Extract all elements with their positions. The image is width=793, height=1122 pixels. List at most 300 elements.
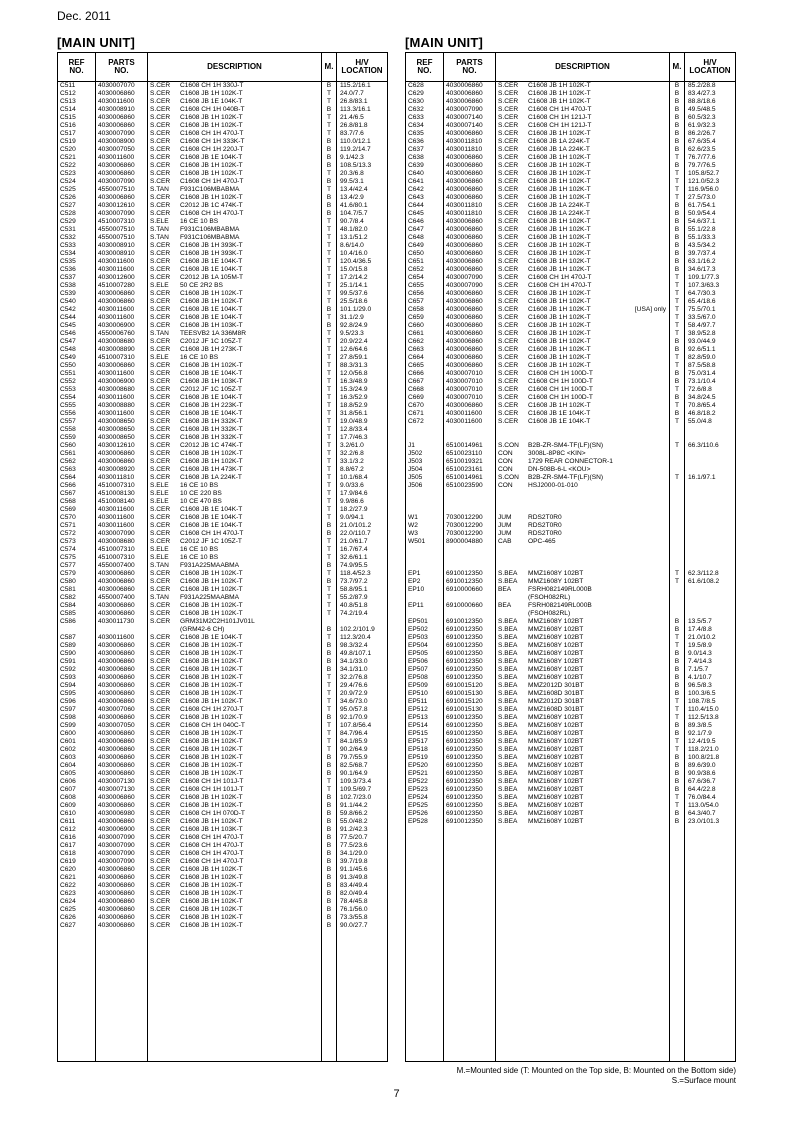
ref-no: EP501	[406, 618, 444, 626]
ref-no: C610	[58, 810, 96, 818]
hv-location: 105.8/52.7	[688, 170, 720, 177]
part-category: S.CER	[498, 202, 519, 209]
table-row	[58, 170, 387, 178]
description	[496, 578, 670, 586]
hv-location: 74.2/19.4	[340, 610, 368, 617]
description	[148, 730, 322, 738]
table-row	[406, 226, 735, 234]
mounted-side: B	[322, 522, 337, 530]
ref-no: C582	[58, 594, 96, 602]
table-row	[58, 162, 387, 170]
description	[496, 706, 670, 714]
ref-no: C522	[58, 162, 96, 170]
hv-location: 62.3/112.8	[688, 570, 719, 577]
mounted-side: B	[322, 178, 337, 186]
table-row	[58, 794, 387, 802]
parts-no	[444, 610, 496, 618]
table-row	[406, 818, 735, 826]
mounted-side: B	[670, 690, 685, 698]
part-category: S.CER	[150, 882, 171, 889]
hv-location: 46.8/18.2	[688, 410, 716, 417]
mounted-side: T	[670, 194, 685, 202]
hv-location: 87.5/58.8	[688, 362, 716, 369]
hv-location: 112.3/20.4	[340, 634, 371, 641]
parts-no: 4030006860	[96, 170, 148, 178]
hv-location: 77.5/23.6	[340, 842, 368, 849]
ref-no: EP526	[406, 810, 444, 818]
table-row	[406, 306, 735, 314]
hv-location: 102.7/23.0	[340, 794, 372, 801]
mounted-side: B	[322, 802, 337, 810]
hv-location: 22.0/110.7	[340, 530, 371, 537]
mounted-side: B	[670, 250, 685, 258]
ref-no: C537	[58, 274, 96, 282]
part-category: S.ELE	[150, 482, 169, 489]
description	[148, 746, 322, 754]
region-note	[666, 394, 669, 402]
mounted-side: T	[322, 514, 337, 522]
description	[496, 586, 670, 594]
table-row	[58, 730, 387, 738]
region-note	[666, 610, 669, 618]
parts-no: 4030011600	[96, 634, 148, 642]
parts-no: 6910000660	[444, 602, 496, 610]
part-category: S.CER	[498, 266, 519, 273]
hv-location	[685, 458, 735, 466]
table-row	[58, 130, 387, 138]
ref-no: W1	[406, 514, 444, 522]
parts-no: 4030011730	[96, 618, 148, 626]
mounted-side: T	[322, 554, 337, 562]
part-spec: FSRH082149RL000B	[528, 586, 592, 593]
mounted-side: T	[322, 418, 337, 426]
ref-no: EP10	[406, 586, 444, 594]
hv-location: 118.2/21.0	[688, 746, 719, 753]
part-category: S.CER	[150, 370, 171, 377]
parts-no: 4030011600	[444, 418, 496, 426]
part-spec: C1608 JB 1H 102K-T	[180, 122, 243, 129]
mounted-side	[322, 618, 337, 626]
region-note	[666, 698, 669, 706]
hv-location: 120.4/36.5	[340, 258, 372, 265]
part-category: S.CER	[150, 762, 171, 769]
part-spec: MMZ2012D 301BT	[528, 682, 584, 689]
part-category: S.CER	[150, 842, 171, 849]
part-category: S.CER	[150, 258, 171, 265]
table-row	[58, 298, 387, 306]
part-category: S.CER	[150, 306, 171, 313]
part-spec: C1608 JB 1E 104K-T	[180, 514, 243, 521]
hv-location: 17.2/14.2	[340, 274, 368, 281]
hv-location: 12.8/33.4	[340, 426, 368, 433]
table-spacer-row	[406, 506, 735, 514]
parts-no: 6910012350	[444, 634, 496, 642]
ref-no: C667	[406, 378, 444, 386]
table-row	[58, 154, 387, 162]
part-spec: C1608 JB 1H 102K-T	[180, 818, 243, 825]
mounted-side: T	[322, 298, 337, 306]
parts-no: 6910012350	[444, 722, 496, 730]
table-row	[406, 466, 735, 474]
table-row	[406, 778, 735, 786]
hv-location: 64.4/22.8	[688, 786, 716, 793]
description	[496, 266, 670, 274]
parts-no: 4030006860	[96, 610, 148, 618]
part-spec: C1608 JB 1H 102K-T	[180, 690, 243, 697]
part-category: S.CER	[150, 314, 171, 321]
hv-location: 66.3/110.6	[688, 442, 719, 449]
part-spec: C1608 JB 1H 102K-T	[180, 114, 243, 121]
parts-no: 4030006860	[96, 450, 148, 458]
part-spec: C1608 JB 1H 102K-T	[180, 450, 243, 457]
parts-no: 4030008890	[96, 346, 148, 354]
part-spec: C1608 JB 1H 102K-T	[528, 354, 591, 361]
table-header	[58, 53, 387, 82]
description	[148, 466, 322, 474]
ref-no: C622	[58, 882, 96, 890]
mounted-side: B	[322, 578, 337, 586]
mounted-side: T	[322, 282, 337, 290]
part-spec: C1608 JB 1H 102K-T	[180, 802, 243, 809]
hv-location: 61.7/54.1	[688, 202, 716, 209]
col-parts-header: PARTS NO.	[444, 53, 496, 81]
ref-no: C590	[58, 650, 96, 658]
part-spec: GRM31M2C2H101JV01L	[180, 618, 255, 625]
ref-no: C600	[58, 730, 96, 738]
ref-no: C532	[58, 234, 96, 242]
region-note	[666, 642, 669, 650]
mounted-side: B	[322, 842, 337, 850]
description	[496, 626, 670, 634]
hv-location: 92.6/51.1	[688, 346, 716, 353]
parts-no: 4030006860	[96, 746, 148, 754]
parts-no: 4510007310	[96, 218, 148, 226]
ref-no: C550	[58, 362, 96, 370]
part-spec: MMZ1608Y 102BT	[528, 746, 584, 753]
part-category: S.CER	[150, 434, 171, 441]
region-note	[666, 458, 669, 466]
table-row	[406, 418, 735, 426]
description	[148, 306, 322, 314]
parts-no: 7030012290	[444, 514, 496, 522]
part-spec: 10 CE 220 BS	[180, 490, 222, 497]
parts-no: 4030012610	[96, 442, 148, 450]
table-row	[406, 578, 735, 586]
ref-no: C561	[58, 450, 96, 458]
table-row	[58, 866, 387, 874]
mounted-side: B	[670, 146, 685, 154]
region-note	[666, 298, 669, 306]
hv-location: 90.7/8.4	[340, 218, 364, 225]
hv-location: 17.4/8.8	[688, 626, 712, 633]
region-note	[666, 290, 669, 298]
parts-no: 7030012290	[444, 522, 496, 530]
part-spec: OPC-465	[528, 538, 556, 545]
mounted-side: B	[322, 162, 337, 170]
part-category: S.ELE	[150, 490, 169, 497]
hv-location: 79.7/76.5	[688, 162, 716, 169]
part-spec: C1608 CH 1H 121J-T	[528, 114, 592, 121]
mounted-side: T	[322, 330, 337, 338]
hv-location: 109.1/77.3	[688, 274, 720, 281]
part-category: S.CER	[150, 922, 171, 929]
parts-no: 4030007090	[96, 850, 148, 858]
region-note	[666, 818, 669, 826]
part-spec: C1608 CH 1H 470J-T	[528, 282, 592, 289]
hv-location: 64.3/40.7	[688, 810, 716, 817]
mounted-side: B	[322, 754, 337, 762]
description	[148, 146, 322, 154]
hv-location: 67.6/35.4	[688, 138, 716, 145]
part-spec: MMZ1608Y 102BT	[528, 786, 584, 793]
mounted-side: B	[322, 850, 337, 858]
mounted-side: B	[322, 650, 337, 658]
parts-no: 4030006860	[444, 258, 496, 266]
part-category: S.CER	[498, 282, 519, 289]
table-row	[406, 130, 735, 138]
parts-no: 4030006860	[96, 642, 148, 650]
part-category: S.CER	[150, 514, 171, 521]
hv-location: 25.1/14.1	[340, 282, 368, 289]
mounted-side: T	[322, 498, 337, 506]
table-row	[58, 810, 387, 818]
hv-location: 17.7/46.3	[340, 434, 368, 441]
table-row	[58, 634, 387, 642]
description	[496, 658, 670, 666]
region-note	[666, 194, 669, 202]
mounted-side: T	[322, 130, 337, 138]
part-spec: 50 CE 2R2 BS	[180, 282, 223, 289]
part-category: S.BEA	[498, 778, 518, 785]
part-spec: C1608 JB 1H 102K-T	[528, 186, 591, 193]
part-spec: C1608 JB 1E 104K-T	[180, 522, 243, 529]
part-spec: C1608 JB 1H 473K-T	[180, 466, 243, 473]
hv-location: 27.8/59.1	[340, 354, 368, 361]
part-category: S.BEA	[498, 746, 518, 753]
ref-no: C640	[406, 170, 444, 178]
hv-location: 54.6/37.1	[688, 218, 716, 225]
table-row	[58, 858, 387, 866]
mounted-side	[670, 482, 685, 490]
part-category: S.CER	[150, 866, 171, 873]
ref-no: C658	[406, 306, 444, 314]
part-category: S.CER	[150, 170, 171, 177]
part-category: S.CER	[150, 850, 171, 857]
hv-location: 76.7/77.6	[688, 154, 716, 161]
region-note	[666, 802, 669, 810]
ref-no: C584	[58, 602, 96, 610]
hv-location: 73.1/10.4	[688, 378, 716, 385]
ref-no: EP506	[406, 658, 444, 666]
part-category: S.ELE	[150, 282, 169, 289]
description	[496, 746, 670, 754]
mounted-side: B	[670, 658, 685, 666]
part-spec: C1608 CH 1H 470J-T	[180, 130, 244, 137]
ref-no: C637	[406, 146, 444, 154]
ref-no	[58, 626, 96, 634]
part-category: S.CER	[498, 162, 519, 169]
parts-no: 4030006860	[96, 698, 148, 706]
table-row	[406, 682, 735, 690]
ref-no: C666	[406, 370, 444, 378]
part-spec: (GRM42-6 CH)	[180, 626, 225, 633]
description	[496, 82, 670, 90]
part-spec: C1608 CH 1H 470J-T	[180, 210, 244, 217]
hv-location: 74.9/95.5	[340, 562, 368, 569]
table-row	[406, 530, 735, 538]
part-spec: C1608 JB 1E 104K-T	[180, 370, 243, 377]
mounted-side: T	[322, 386, 337, 394]
ref-no: C623	[58, 890, 96, 898]
parts-no: 4030006860	[96, 762, 148, 770]
description	[496, 290, 670, 298]
table-row	[406, 586, 735, 594]
part-spec: C1608 JB 1H 102K-T	[180, 698, 243, 705]
mounted-side: B	[322, 154, 337, 162]
hv-location: 50.9/54.4	[688, 210, 716, 217]
part-category: S.CER	[498, 178, 519, 185]
ref-no: C642	[406, 186, 444, 194]
parts-no: 4030006860	[96, 298, 148, 306]
parts-no: 4030011600	[96, 258, 148, 266]
part-spec: C1608 JB 1H 102K-T	[180, 730, 243, 737]
description	[148, 498, 322, 506]
hv-location: 76.0/84.4	[688, 794, 716, 801]
parts-no: 4030006860	[444, 162, 496, 170]
mounted-side: B	[670, 162, 685, 170]
ref-no: J503	[406, 458, 444, 466]
mounted-side	[670, 602, 685, 610]
description	[496, 298, 670, 306]
part-spec: C2012 JB 1C 474K-T	[180, 202, 243, 209]
region-note	[666, 522, 669, 530]
description	[496, 802, 670, 810]
description	[148, 674, 322, 682]
ref-no: C515	[58, 114, 96, 122]
table-row	[58, 834, 387, 842]
part-category: S.CER	[150, 362, 171, 369]
part-spec: MMZ1608Y 102BT	[528, 570, 584, 577]
part-category: S.BEA	[498, 626, 518, 633]
part-category: S.BEA	[498, 658, 518, 665]
part-category: S.CER	[498, 218, 519, 225]
part-category: S.CER	[150, 274, 171, 281]
part-category: S.BEA	[498, 738, 518, 745]
part-category: S.CER	[498, 394, 519, 401]
part-spec: HSJ2000-01-010	[528, 482, 578, 489]
part-category: S.CER	[150, 290, 171, 297]
hv-location	[685, 610, 735, 618]
region-note	[666, 146, 669, 154]
ref-no: C659	[406, 314, 444, 322]
part-spec: C1608 CH 1H 330J-T	[180, 82, 244, 89]
part-spec: C1608 JB 1H 102K-T	[180, 674, 243, 681]
mounted-side: B	[322, 874, 337, 882]
ref-no: EP524	[406, 794, 444, 802]
parts-no: 4030008680	[96, 386, 148, 394]
parts-no: 4030012610	[96, 202, 148, 210]
mounted-side: T	[322, 746, 337, 754]
ref-no: C536	[58, 266, 96, 274]
col-parts-header: PARTS NO.	[96, 53, 148, 81]
ref-no: C513	[58, 98, 96, 106]
ref-no: EP2	[406, 578, 444, 586]
table-row	[406, 386, 735, 394]
part-category: S.CER	[150, 826, 171, 833]
description	[496, 354, 670, 362]
table-row	[406, 274, 735, 282]
parts-no: 4550007510	[96, 186, 148, 194]
mounted-side: B	[670, 234, 685, 242]
hv-location: 7.1/5.7	[688, 666, 709, 673]
part-category: S.CER	[150, 898, 171, 905]
part-category: S.CER	[150, 858, 171, 865]
ref-no: C598	[58, 714, 96, 722]
part-category: S.BEA	[498, 818, 518, 825]
description	[496, 674, 670, 682]
ref-no: C654	[406, 274, 444, 282]
table-row	[406, 442, 735, 450]
hv-location: 55.0/48.2	[340, 818, 368, 825]
region-note	[666, 322, 669, 330]
mounted-side: T	[322, 482, 337, 490]
ref-no: C559	[58, 434, 96, 442]
table-row	[406, 98, 735, 106]
ref-no: C544	[58, 314, 96, 322]
parts-no: 4030006860	[444, 226, 496, 234]
parts-no: 4030006860	[96, 114, 148, 122]
ref-no: EP510	[406, 690, 444, 698]
mounted-side	[670, 538, 685, 546]
ref-no: C625	[58, 906, 96, 914]
part-spec: C1608 JB 1H 102K-T	[180, 298, 243, 305]
hv-location: 101.1/29.0	[340, 306, 372, 313]
mounted-side: B	[670, 818, 685, 826]
description	[148, 322, 322, 330]
hv-location: 26.8/83.1	[340, 98, 368, 105]
hv-location: 88.3/31.3	[340, 362, 368, 369]
mounted-side: T	[322, 602, 337, 610]
description	[496, 346, 670, 354]
part-spec: C1608 JB 1H 102K-T	[180, 570, 243, 577]
parts-no: 6510014961	[444, 442, 496, 450]
ref-no: C587	[58, 634, 96, 642]
part-category: S.CER	[150, 650, 171, 657]
description	[148, 778, 322, 786]
ref-no	[406, 594, 444, 602]
parts-no: 4030006860	[96, 914, 148, 922]
table-row	[58, 194, 387, 202]
part-spec: C1608 JB 1E 104K-T	[180, 98, 243, 105]
description	[496, 210, 670, 218]
description	[496, 458, 670, 466]
mounted-side: B	[670, 410, 685, 418]
part-category: S.CER	[498, 346, 519, 353]
table-row	[58, 682, 387, 690]
parts-no: 4510007310	[96, 354, 148, 362]
region-note	[666, 794, 669, 802]
parts-no: 7030012290	[444, 530, 496, 538]
part-spec: C1608 JB 1H 102K-T	[528, 154, 591, 161]
hv-location: 21.0/10.2	[688, 634, 716, 641]
part-category: S.ELE	[150, 546, 169, 553]
ref-no: W3	[406, 530, 444, 538]
description	[148, 82, 322, 90]
mounted-side: T	[670, 290, 685, 298]
ref-no: EP514	[406, 722, 444, 730]
hv-location: 113.3/16.1	[340, 106, 371, 113]
parts-no: 4030006860	[96, 866, 148, 874]
